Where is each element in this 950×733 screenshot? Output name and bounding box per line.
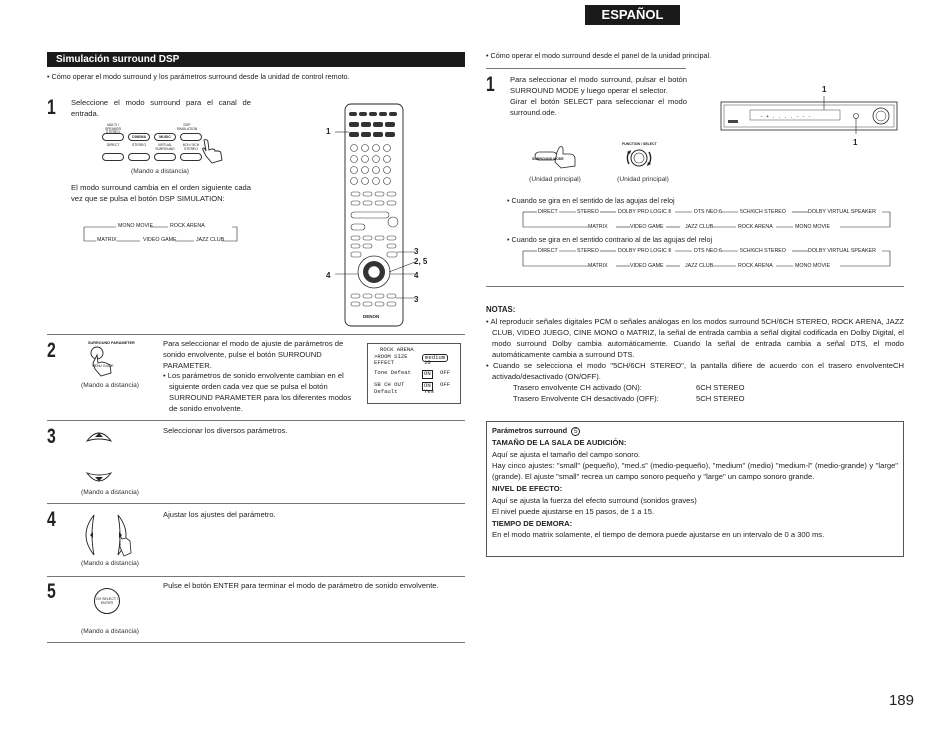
ch-select-enter-button[interactable]: CH SELECT / ENTER	[94, 588, 120, 614]
remote-callout-3b: 3	[414, 295, 419, 304]
params-text-2b: El nivel puede ajustarse en 15 pasos, de 1 a 15.	[492, 506, 655, 516]
right-step-1-text: Para seleccionar el modo surround, pulsar el botón SURROUND MODE y luego operar el selector. Girar el botón SELECT para seleccionar el modo surround.ode.	[510, 75, 687, 117]
note-row-2-label: Trasero Envolvente CH desactivado (OFF):	[513, 393, 659, 403]
music-button[interactable]: MUSIC	[154, 133, 176, 141]
divider-3	[47, 503, 465, 504]
step-1-text2: El modo surround cambia en el orden siguiente cada vez que se pulsa el botón DSP SIMULATION:	[71, 183, 251, 203]
osd-line-4: Tone Defeat	[374, 369, 411, 377]
step-3-number: 3	[47, 425, 56, 448]
ccw-bottom-1: VIDEO GAME	[630, 263, 664, 269]
step-4-caption: (Mando a distancia)	[81, 560, 139, 567]
direct-label: DIRECT	[106, 143, 120, 147]
flow-mono-movie: MONO MOVIE	[118, 223, 154, 229]
dsp-simulation-button[interactable]	[180, 133, 202, 141]
function-select-label: FUNCTION / SELECT	[622, 142, 657, 146]
osd-line-3: EFFECT	[374, 359, 395, 367]
cw-top-0: DIRECT	[538, 209, 558, 215]
osd-tone-on: ON	[424, 370, 431, 378]
right-intro-divider	[486, 68, 686, 69]
cw-top-3: DTS NEO:6	[694, 209, 722, 215]
osd-room-size-value: medium	[422, 354, 448, 363]
cw-top-5: DOLBY VIRTUAL SPEAKER	[808, 209, 876, 215]
step-2-text: Para seleccionar el modo de ajuste de parámetros de sonido envolvente, pulse el botón SURROUND PARAMETER.	[163, 339, 344, 370]
params-text-1b: Hay cinco ajustes: "small" (pequeño), "med.s" (medio-pequeño), "medium" (medio) "medium-l" (medio-grande) y "large" (grande). El ajuste "small" recrea un campo sonoro pequeño y "large" un campo sonoro grande.	[492, 460, 898, 481]
surround-parameter-group	[88, 341, 138, 381]
ccw-title: • Cuando se gira en el sentido contrario al de las agujas del reloj	[507, 235, 713, 244]
params-text-2a: Aquí se ajusta la fuerza del efecto surround (sonidos graves)	[492, 495, 697, 505]
cw-top-4: 5CH/6CH STEREO	[740, 209, 786, 215]
params-title-number: 5	[571, 427, 580, 436]
left-intro: • Cómo operar el modo surround y los parámetros surround desde la unidad de control remoto.	[47, 72, 350, 81]
surround-parameter-button-icon[interactable]	[88, 345, 118, 377]
virtual-button[interactable]	[154, 153, 176, 161]
page-number: 189	[888, 692, 914, 709]
flow-jazz-club: JAZZ CLUB	[196, 237, 225, 243]
cw-bottom-4: MONO MOVIE	[795, 224, 831, 230]
right-step-1-number: 1	[486, 73, 495, 96]
ccw-top-1: STEREO	[577, 248, 599, 254]
up-down-buttons-icon[interactable]	[84, 427, 114, 487]
unit-callout-top: 1	[822, 85, 827, 94]
step-4-number: 4	[47, 508, 56, 531]
osd-default-value: Yes	[424, 387, 435, 395]
6ch-button[interactable]	[180, 153, 202, 161]
osd-line-1: ROCK ARENA	[380, 346, 414, 353]
flow-video-game: VIDEO GAME	[143, 237, 177, 243]
main-unit-icon	[720, 96, 900, 134]
osd-effect-value: 10	[424, 359, 431, 367]
cw-bottom-3: ROCK ARENA	[738, 224, 773, 230]
note-row-1-label: Trasero envolvente CH activado (ON):	[513, 382, 642, 392]
function-select-knob-icon[interactable]	[624, 146, 654, 170]
note-row-2-value: 5CH STEREO	[696, 393, 745, 403]
osd-line-6: Default	[374, 387, 398, 395]
params-title: Parámetros surround	[492, 426, 568, 435]
cw-bottom-0: MATRIX	[588, 224, 608, 230]
right-divider	[486, 286, 904, 287]
surround-mode-label: SURROUND MODE	[532, 157, 564, 161]
flow-rock-arena: ROCK ARENA	[170, 223, 205, 229]
step-3-text: Seleccionar los diversos parámetros.	[163, 426, 288, 435]
notes-title: NOTAS:	[486, 305, 516, 314]
note-2: • Cuando se selecciona el modo "5CH/6CH STEREO", la pantalla difiere de acuerdo con el trasero envolventeCH activado/desactivado (ON/OFF).	[486, 360, 904, 381]
params-heading-1: TAMAÑO DE LA SALA DE AUDICIÓN:	[492, 438, 627, 448]
step-3-caption: (Mando a distancia)	[81, 489, 139, 496]
ccw-bottom-3: ROCK ARENA	[738, 263, 773, 269]
osd-tone-off: OFF	[440, 369, 451, 377]
notes-section	[486, 305, 904, 404]
right-caption-1: (Unidad principal)	[529, 176, 581, 183]
step-2-number: 2	[47, 339, 56, 362]
step-4-text: Ajustar los ajustes del parámetro.	[163, 510, 276, 519]
ccw-top-0: DIRECT	[538, 248, 558, 254]
multi-label: MULTI / SPEAKER	[104, 123, 122, 131]
hand-icon	[200, 138, 228, 164]
ccw-bottom-4: MONO MOVIE	[795, 263, 831, 269]
menu-guide-label: MENU GUIDE	[92, 364, 114, 368]
unit-callout-bottom: 1	[853, 138, 858, 147]
remote-brand: DENON	[363, 314, 380, 319]
params-text-1a: Aquí se ajusta el tamaño del campo sonoro.	[492, 449, 641, 459]
osd-line-5: SB CH OUT	[374, 380, 405, 388]
remote-callout-4a: 4	[326, 271, 331, 280]
params-text-3: En el modo matrix solamente, el tiempo de demora puede ajustarse en un intervalo de 0 a 300 ms.	[492, 530, 825, 540]
step-5-number: 5	[47, 580, 56, 603]
ccw-top-3: DTS NEO:6	[694, 248, 722, 254]
cw-bottom-2: JAZZ CLUB	[685, 224, 714, 230]
dsp-simulation-label: DSP SIMULATION	[176, 123, 198, 131]
step-1-number: 1	[47, 96, 56, 119]
divider-2	[47, 420, 465, 421]
right-intro: • Cómo operar el modo surround desde el panel de la unidad principal.	[486, 51, 712, 60]
osd-line-2: >ROOM SIZE	[374, 352, 408, 360]
cw-title: • Cuando se gira en el sentido de las agujas del reloj	[507, 196, 675, 205]
osd-display	[367, 343, 461, 404]
ccw-top-5: DOLBY VIRTUAL SPEAKER	[808, 248, 876, 254]
virtual-label: VIRTUAL SURROUND	[155, 143, 175, 151]
left-right-buttons-icon[interactable]	[80, 513, 136, 557]
step-2-bullet: • Los parámetros de sonido envolvente cambian en el siguiente orden cada vez que se pulsa el botón SURROUND PARAMETER para los diferentes modos de sonido envolvente.	[163, 371, 352, 413]
language-label: ESPAÑOL	[585, 5, 680, 25]
section-title: Simulación surround DSP	[47, 52, 465, 67]
ccw-bottom-2: JAZZ CLUB	[685, 263, 714, 269]
params-heading-2: NIVEL DE EFECTO:	[492, 483, 563, 493]
svg-text:- + . . . . - - -: - + . . . . - - -	[760, 114, 812, 120]
multi-button[interactable]	[102, 133, 124, 141]
osd-sb-off: OFF	[440, 380, 451, 388]
ccw-bottom-0: MATRIX	[588, 263, 608, 269]
remote-callout-25: 2, 5	[414, 257, 428, 266]
step-5-text: Pulse el botón ENTER para terminar el modo de parámetro de sonido envolvente.	[163, 581, 439, 590]
cw-top-2: DOLBY PRO LOGIC Ⅱ	[618, 209, 671, 215]
ccw-top-4: 5CH/6CH STEREO	[740, 248, 786, 254]
remote-control	[325, 102, 428, 332]
6ch-label: 6CH / 5CH STEREO	[182, 143, 200, 151]
flow-matrix: MATRIX	[97, 237, 117, 243]
params-heading-3: TIEMPO DE DEMORA:	[492, 518, 573, 528]
cw-bottom-1: VIDEO GAME	[630, 224, 664, 230]
divider-4	[47, 576, 465, 577]
osd-sb-on: ON	[424, 381, 431, 389]
cinema-button[interactable]: CINEMA	[128, 133, 150, 141]
surround-parameter-label: SURROUND PARAMETER	[88, 341, 135, 345]
cw-top-1: STEREO	[577, 209, 599, 215]
ccw-top-2: DOLBY PRO LOGIC Ⅱ	[618, 248, 671, 254]
remote-body-icon	[325, 102, 428, 332]
dsp-button-group	[100, 124, 230, 166]
note-row-1-value: 6CH STEREO	[696, 382, 745, 392]
direct-button[interactable]	[102, 153, 124, 161]
params-box	[486, 421, 904, 557]
note-1: • Al reproducir señales digitales PCM o señales análogas en los modos surround 5CH/6CH STEREO, ROCK ARENA, JAZZ CLUB, VIDEO JUEGO, CINE MONO o MATRIZ, la señal de entrada cambia a señal digital codificada en Dolby Digital, el modo surround Dolby cambia automáticamente. Cuando la señal de entrada cambia a señal DTS, el modo automáticamente cambia a surround DTS.	[486, 316, 904, 359]
divider-1	[47, 334, 465, 335]
divider-5	[47, 642, 465, 643]
stereo-label: STEREO	[132, 143, 146, 147]
stereo-button[interactable]	[128, 153, 150, 161]
step-1-text: Seleccione el modo surround para el canal de entrada.	[71, 98, 251, 118]
remote-callout-3a: 3	[414, 247, 419, 256]
right-caption-2: (Unidad principal)	[617, 176, 669, 183]
step-1-caption: (Mando a distancia)	[131, 168, 189, 175]
remote-callout-1: 1	[326, 127, 331, 136]
remote-callout-4b: 4	[414, 271, 419, 280]
step-2-caption: (Mando a distancia)	[81, 382, 139, 389]
step-5-caption: (Mando a distancia)	[81, 628, 139, 635]
